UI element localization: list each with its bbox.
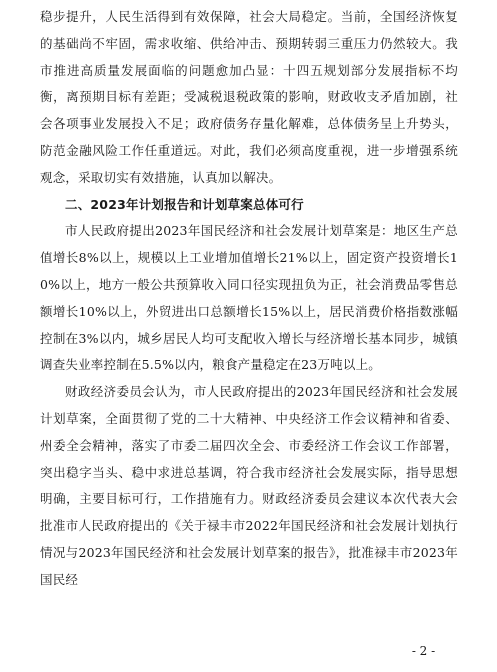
- body-paragraph-targets: 市人民政府提出2023年国民经济和社会发展计划草案是：地区生产总值增长8%以上，规模以上工业增加值增长21%以上，固定资产投资增长10%以上，地方一般公共预算收入同口径实现扭负为正，社会消费品零售总额增长10%以上，外贸进出口总额增长15%以上，居民消费价格指数涨幅控制在3%以内，城乡居民人均可支配收入增长与经济增长基本同步，城镇调查失业率控制在5.5%以内，粮食产量稳定在23万吨以上。: [40, 223, 458, 373]
- body-paragraph-continuation: 稳步提升，人民生活得到有效保障，社会大局稳定。当前，全国经济恢复的基础尚不牢固，需求收缩、供给冲击、预期转弱三重压力仍然较大。我市推进高质量发展面临的问题愈加凸显：十四五规划部分发展指标不均衡，离预期目标有差距；受减税退税政策的影响，财政收支矛盾加剧，社会各项事业发展投入不足；政府债务存量化解难，总体债务呈上升势头，防范金融风险工作任重道远。对此，我们必须高度重视，进一步增强系统观念，采取切实有效措施，认真加以解决。: [40, 9, 458, 185]
- page-number: - 2 -: [411, 644, 436, 658]
- section-heading: 二、2023年计划报告和计划草案总体可行: [65, 196, 304, 212]
- document-page: [40, 4, 458, 594]
- body-paragraph-committee: 财政经济委员会认为，市人民政府提出的2023年国民经济和社会发展计划草案，全面贯彻了党的二十大精神、中央经济工作会议精神和省委、州委全会精神，落实了市委二届四次全会、市委经济工作会议工作部署，突出稳字当头、稳中求进总基调，符合我市经济社会发展实际，指导思想明确，主要目标可行，工作措施有力。财政经济委员会建议本次代表大会批准市人民政府提出的《关于禄丰市2022年国民经济和社会发展计划执行情况与2023年国民经济和社会发展计划草案的报告》，批准禄丰市2023年国民经: [40, 384, 458, 587]
